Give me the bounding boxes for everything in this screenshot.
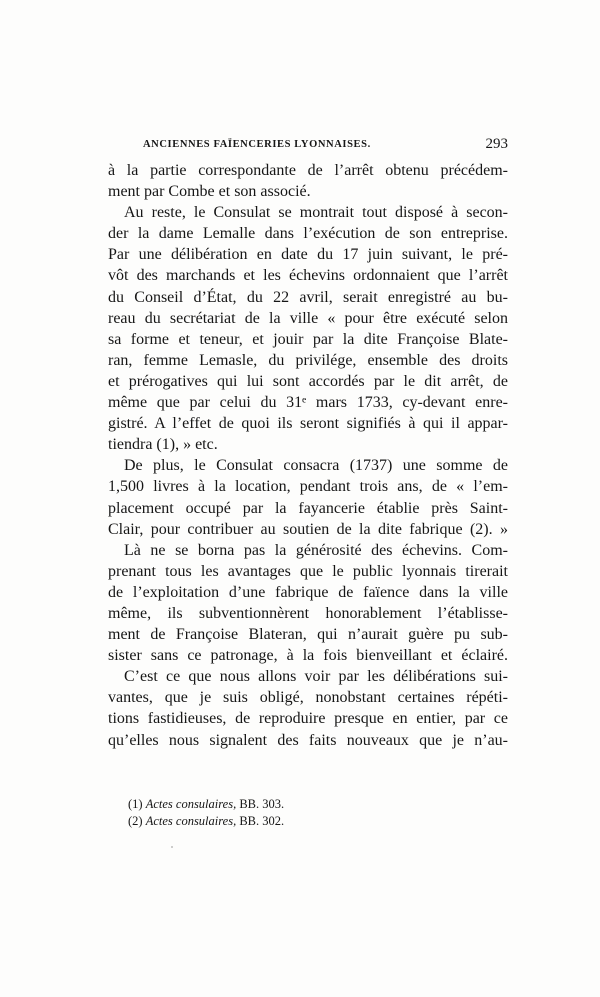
- text-line: Par une délibération en date du 17 juin suivant, le pré-: [108, 246, 508, 264]
- text-line: même, ils subventionnèrent honorablement l’établisse-: [108, 604, 508, 622]
- footnote-reference: BB. 302.: [239, 814, 285, 828]
- footnote-number: (1): [128, 797, 143, 811]
- text-line: Au reste, le Consulat se montrait tout disposé à secon-: [124, 204, 508, 222]
- page-number: 293: [485, 136, 508, 152]
- running-head: [108, 136, 508, 159]
- text-line: et prérogatives qui lui sont accordés par le dit arrêt, de: [108, 372, 508, 390]
- text-line: C’est ce que nous allons voir par les délibérations sui-: [124, 668, 508, 686]
- footnote-number: (2): [128, 814, 143, 828]
- text-line: sa forme et teneur, et jouir par la dite Françoise Blate-: [108, 330, 508, 348]
- text-line: sister sans ce patronage, à la fois bienveillant et éclairé.: [108, 647, 508, 665]
- footnotes: [128, 796, 508, 830]
- footnote-source: Actes consulaires,: [145, 797, 237, 811]
- footnote-source: Actes consulaires,: [145, 814, 237, 828]
- text-line: qu’elles nous signalent des faits nouveaux que je n’au-: [108, 731, 508, 749]
- text-line: tions fastidieuses, de reproduire presque en entier, par ce: [108, 710, 508, 728]
- text-line: ment par Combe et son associé.: [108, 183, 311, 201]
- paper-speck: [171, 846, 173, 848]
- text-line: Clair, pour contribuer au soutien de la dite fabrique (2). »: [108, 520, 508, 538]
- text-line: prenant tous les avantages que le public lyonnais tirerait: [108, 562, 508, 580]
- text-line: de l’exploitation d’une fabrique de faïence dans la ville: [108, 583, 508, 601]
- body-text: [108, 160, 508, 751]
- running-title: ANCIENNES FAÏENCERIES LYONNAISES.: [143, 139, 371, 150]
- text-line: à la partie correspondante de l’arrêt obtenu précédem-: [108, 162, 508, 179]
- footnote: [128, 796, 508, 813]
- text-line: Là ne se borna pas la générosité des échevins. Com-: [124, 541, 508, 559]
- text-line: tiendra (1), » etc.: [108, 436, 218, 454]
- text-line: même que par celui du 31ᵉ mars 1733, cy-devant enre-: [108, 394, 508, 412]
- text-line: De plus, le Consulat consacra (1737) une somme de: [124, 457, 508, 475]
- text-line: ran, femme Lemasle, du privilége, ensemble des droits: [108, 351, 508, 369]
- text-line: placement occupé par la fayancerie établie près Saint-: [108, 499, 508, 517]
- text-line: 1,500 livres à la location, pendant trois ans, de « l’em-: [108, 478, 508, 496]
- text-line: ment de Françoise Blateran, qui n’aurait guère pu sub-: [108, 626, 508, 644]
- text-line: gistré. A l’effet de quoi ils seront signifiés à qui il appar-: [108, 415, 508, 433]
- text-line: der la dame Lemalle dans l’exécution de son entreprise.: [108, 225, 508, 243]
- text-line: vantes, que je suis obligé, nonobstant certaines répéti-: [108, 689, 508, 707]
- text-line: du Conseil d’État, du 22 avril, serait enregistré au bu-: [108, 288, 508, 306]
- text-line: vôt des marchands et les échevins ordonnaient que l’arrêt: [108, 267, 508, 285]
- footnote: [128, 813, 508, 830]
- footnote-reference: BB. 303.: [239, 797, 285, 811]
- text-line: reau du secrétariat de la ville « pour être exécuté selon: [108, 309, 508, 327]
